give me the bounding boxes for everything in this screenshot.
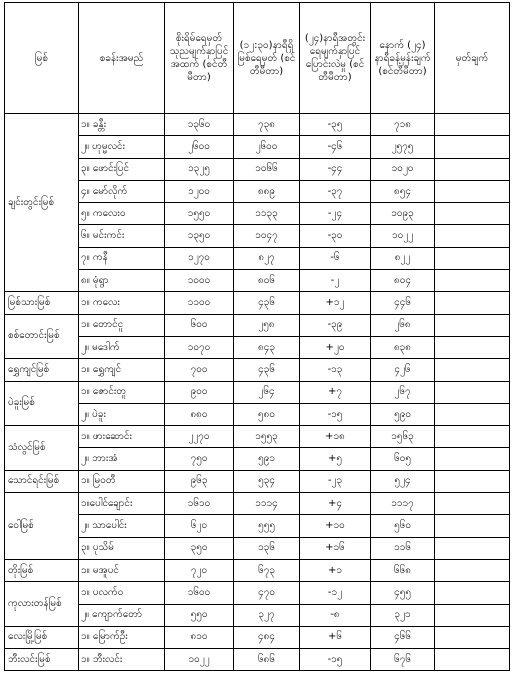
danger-level-cell: ၁၃၆၀ bbox=[165, 114, 234, 136]
station-cell: ၇။ ကနီ bbox=[79, 247, 165, 269]
header-row bbox=[5, 3, 510, 114]
danger-level-cell: ၁၀၀၀ bbox=[165, 270, 234, 292]
table-row bbox=[5, 582, 510, 604]
table-row bbox=[5, 426, 510, 448]
remarks-cell bbox=[435, 180, 510, 202]
header-station: စခန်းအမည် bbox=[79, 3, 165, 114]
station-cell: ၂။ သာပေါင်း bbox=[79, 515, 165, 537]
forecast-cell: ၆၆၈ bbox=[371, 559, 435, 581]
remarks-cell bbox=[435, 515, 510, 537]
danger-level-cell: ၂၂၇၀ bbox=[165, 426, 234, 448]
forecast-cell: ၁၀၉၃ bbox=[371, 203, 435, 225]
change-cell: -၄၄ bbox=[300, 158, 371, 180]
remarks-cell bbox=[435, 559, 510, 581]
remarks-cell bbox=[435, 582, 510, 604]
remarks-cell bbox=[435, 426, 510, 448]
forecast-cell: ၄၅၅ bbox=[371, 582, 435, 604]
table-body bbox=[5, 114, 510, 671]
danger-level-cell: ၉၀၀ bbox=[165, 381, 234, 403]
change-cell: -၁၂ bbox=[300, 582, 371, 604]
change-cell: +၁၆ bbox=[300, 537, 371, 559]
table-row bbox=[5, 381, 510, 403]
current-level-cell: ၄၃၆ bbox=[234, 359, 300, 381]
remarks-cell bbox=[435, 292, 510, 314]
current-level-cell: ၈၈၉ bbox=[234, 180, 300, 202]
river-name-cell: ချင်းတွင်းမြစ် bbox=[5, 114, 79, 292]
danger-level-cell: ၇၂၀ bbox=[165, 559, 234, 581]
current-level-cell: ၆၇၃ bbox=[234, 559, 300, 581]
table-row bbox=[5, 292, 510, 314]
forecast-cell: ၈၃၈ bbox=[371, 336, 435, 358]
danger-level-cell: ၂၆၀၀ bbox=[165, 136, 234, 158]
current-level-cell: ၁၀၆၆ bbox=[234, 158, 300, 180]
table-row bbox=[5, 270, 510, 292]
current-level-cell: ၂၆၄ bbox=[234, 381, 300, 403]
current-level-cell: ၈၂၇ bbox=[234, 247, 300, 269]
forecast-cell: ၁၁၁၇ bbox=[371, 493, 435, 515]
remarks-cell bbox=[435, 225, 510, 247]
remarks-cell bbox=[435, 470, 510, 492]
remarks-cell bbox=[435, 359, 510, 381]
table-row bbox=[5, 470, 510, 492]
river-level-table bbox=[4, 2, 510, 671]
table-row bbox=[5, 180, 510, 202]
forecast-cell: ၁၁၆ bbox=[371, 537, 435, 559]
change-cell: -၃၅ bbox=[300, 114, 371, 136]
danger-level-cell: ၃၅၀ bbox=[165, 537, 234, 559]
forecast-cell: ၈၂၂ bbox=[371, 247, 435, 269]
current-level-cell: ၃၂၇ bbox=[234, 604, 300, 626]
station-cell: ၂။ ဟုမ္မလင်း bbox=[79, 136, 165, 158]
table-row bbox=[5, 493, 510, 515]
header-remarks: မှတ်ချက် bbox=[435, 3, 510, 114]
forecast-cell: ၅၆၀ bbox=[371, 515, 435, 537]
current-level-cell: ၈၀၆ bbox=[234, 270, 300, 292]
change-cell: -၃၀ bbox=[300, 225, 371, 247]
station-cell: ၃။ ဖောင်းပြင် bbox=[79, 158, 165, 180]
station-cell: ၁။ ကလေး bbox=[79, 292, 165, 314]
change-cell: -၁၅ bbox=[300, 403, 371, 425]
remarks-cell bbox=[435, 203, 510, 225]
danger-level-cell: ၇၀၀ bbox=[165, 359, 234, 381]
station-cell: ၁။ ရွှေကျင် bbox=[79, 359, 165, 381]
current-level-cell: ၅၅၅ bbox=[234, 515, 300, 537]
current-level-cell: ၅၉၁ bbox=[234, 448, 300, 470]
forecast-cell: ၁၀၂၀ bbox=[371, 158, 435, 180]
change-cell: +၁ bbox=[300, 559, 371, 581]
change-cell: -၈ bbox=[300, 604, 371, 626]
current-level-cell: ၄၇၀ bbox=[234, 582, 300, 604]
change-cell: -၁၅ bbox=[300, 649, 371, 671]
forecast-cell: ၈၅၄ bbox=[371, 180, 435, 202]
header-change: (၂၄)နာရီအတွင်းရေမျက်နှာပြင် ပြောင်းလဲမှု (စင်တီမီတာ) bbox=[300, 3, 371, 114]
forecast-cell: ၃၂၁ bbox=[371, 604, 435, 626]
change-cell: +၇ bbox=[300, 381, 371, 403]
table-row bbox=[5, 403, 510, 425]
station-cell: ၁။ တောင်ငူ bbox=[79, 314, 165, 336]
table-row bbox=[5, 336, 510, 358]
river-name-cell: စစ်တောင်းမြစ် bbox=[5, 314, 79, 359]
river-name-cell: ဘီးလင်းမြစ် bbox=[5, 649, 79, 671]
forecast-cell: ၂၅၇၅ bbox=[371, 136, 435, 158]
forecast-cell: ၆၇၆ bbox=[371, 649, 435, 671]
forecast-cell: ၁၅၆၃ bbox=[371, 426, 435, 448]
table-row bbox=[5, 515, 510, 537]
current-level-cell: ၂၆၀၀ bbox=[234, 136, 300, 158]
remarks-cell bbox=[435, 448, 510, 470]
forecast-cell: ၈၀၄ bbox=[371, 270, 435, 292]
change-cell: -၆ bbox=[300, 247, 371, 269]
river-name-cell: သံလွင်မြစ် bbox=[5, 426, 79, 471]
table-row bbox=[5, 314, 510, 336]
forecast-cell: ၅၂၄ bbox=[371, 470, 435, 492]
header-river: မြစ် bbox=[5, 3, 79, 114]
river-name-cell: ကုလားတန်မြစ် bbox=[5, 582, 79, 627]
station-cell: ၁။ မြဝတီ bbox=[79, 470, 165, 492]
remarks-cell bbox=[435, 403, 510, 425]
table-row bbox=[5, 247, 510, 269]
current-level-cell: ၁၃၆ bbox=[234, 537, 300, 559]
forecast-cell: ၇၁၈ bbox=[371, 114, 435, 136]
change-cell: -၂၄ bbox=[300, 203, 371, 225]
danger-level-cell: ၁၀၇၀ bbox=[165, 336, 234, 358]
change-cell: -၄၆ bbox=[300, 136, 371, 158]
river-name-cell: ပဲခူးမြစ် bbox=[5, 381, 79, 426]
station-cell: ၁။ ခန္တီး bbox=[79, 114, 165, 136]
change-cell: -၂ bbox=[300, 270, 371, 292]
station-cell: ၁။ပေါင်ချောင်း bbox=[79, 493, 165, 515]
station-cell: ၃။ ပုသိမ် bbox=[79, 537, 165, 559]
danger-level-cell: ၅၅၀ bbox=[165, 604, 234, 626]
current-level-cell: ၄၈၄ bbox=[234, 626, 300, 648]
table-row bbox=[5, 604, 510, 626]
change-cell: +၄ bbox=[300, 493, 371, 515]
remarks-cell bbox=[435, 537, 510, 559]
station-cell: ၁။ ဘီးလင်း bbox=[79, 649, 165, 671]
river-name-cell: ရွှေကျင်မြစ် bbox=[5, 359, 79, 381]
forecast-cell: ၄၆၆ bbox=[371, 626, 435, 648]
table-row bbox=[5, 448, 510, 470]
station-cell: ၁။ ဇောင်းတူ bbox=[79, 381, 165, 403]
station-cell: ၂။ မဒေါက် bbox=[79, 336, 165, 358]
station-cell: ၂။ ပဲခူး bbox=[79, 403, 165, 425]
current-level-cell: ၂၅၈ bbox=[234, 314, 300, 336]
remarks-cell bbox=[435, 336, 510, 358]
change-cell: +၁၈ bbox=[300, 426, 371, 448]
danger-level-cell: ၆၂၀ bbox=[165, 515, 234, 537]
station-cell: ၁။ ဖားဆောင်း bbox=[79, 426, 165, 448]
remarks-cell bbox=[435, 114, 510, 136]
change-cell: +၆ bbox=[300, 626, 371, 648]
forecast-cell: ၄၄၆ bbox=[371, 292, 435, 314]
current-level-cell: ၄၃၆ bbox=[234, 292, 300, 314]
change-cell: +၅ bbox=[300, 448, 371, 470]
change-cell: -၃၇ bbox=[300, 180, 371, 202]
forecast-cell: ၄၂၆ bbox=[371, 359, 435, 381]
remarks-cell bbox=[435, 381, 510, 403]
current-level-cell: ၁၁၁၄ bbox=[234, 493, 300, 515]
remarks-cell bbox=[435, 649, 510, 671]
current-level-cell: ၇၃၈ bbox=[234, 114, 300, 136]
forecast-cell: ၅၉၀ bbox=[371, 403, 435, 425]
danger-level-cell: ၁၁၀၀ bbox=[165, 292, 234, 314]
table-row bbox=[5, 225, 510, 247]
remarks-cell bbox=[435, 136, 510, 158]
table-row bbox=[5, 114, 510, 136]
forecast-cell: ၆၀၅ bbox=[371, 448, 435, 470]
forecast-cell: ၂၆၈ bbox=[371, 314, 435, 336]
change-cell: +၂၀ bbox=[300, 336, 371, 358]
table-row bbox=[5, 136, 510, 158]
river-name-cell: မြစ်သားမြစ် bbox=[5, 292, 79, 314]
current-level-cell: ၆၈၆ bbox=[234, 649, 300, 671]
change-cell: -၁၃ bbox=[300, 359, 371, 381]
forecast-cell: ၂၆၇ bbox=[371, 381, 435, 403]
current-level-cell: ၈၄၃ bbox=[234, 336, 300, 358]
current-level-cell: ၅၃၄ bbox=[234, 470, 300, 492]
station-cell: ၁။ မအူပင် bbox=[79, 559, 165, 581]
danger-level-cell: ၁၅၅၀ bbox=[165, 203, 234, 225]
change-cell: +၁၂ bbox=[300, 292, 371, 314]
remarks-cell bbox=[435, 270, 510, 292]
table-row bbox=[5, 359, 510, 381]
table-row bbox=[5, 649, 510, 671]
danger-level-cell: ၁၃၅၀ bbox=[165, 225, 234, 247]
current-level-cell: ၁၅၅၃ bbox=[234, 426, 300, 448]
river-name-cell: လေးမြို့မြစ် bbox=[5, 626, 79, 648]
remarks-cell bbox=[435, 247, 510, 269]
current-level-cell: ၅၈၀ bbox=[234, 403, 300, 425]
river-name-cell: သောင်ရင်းမြစ် bbox=[5, 470, 79, 492]
table-row bbox=[5, 537, 510, 559]
remarks-cell bbox=[435, 493, 510, 515]
header-danger-level: စိုးရိမ်ရေမှတ် သုညမျက်နှာပြင်အထက် (စင်တီမီတာ) bbox=[165, 3, 234, 114]
table-row bbox=[5, 626, 510, 648]
current-level-cell: ၁၁၃၃ bbox=[234, 203, 300, 225]
station-cell: ၂။ ကျောက်တော် bbox=[79, 604, 165, 626]
forecast-cell: ၁၀၂၂ bbox=[371, 225, 435, 247]
change-cell: -၂၃ bbox=[300, 470, 371, 492]
station-cell: ၅။ ကလေးဝ bbox=[79, 203, 165, 225]
danger-level-cell: ၆၀၀ bbox=[165, 314, 234, 336]
station-cell: ၁။ ပလက်ဝ bbox=[79, 582, 165, 604]
station-cell: ၈။ မုံရွာ bbox=[79, 270, 165, 292]
station-cell: ၂။ ဘားအံ bbox=[79, 448, 165, 470]
river-name-cell: ဝေါမြစ် bbox=[5, 493, 79, 560]
header-forecast: နောက် (၂၄) နာရီခန့်မှန်းချက် (စင်တီမီတာ) bbox=[371, 3, 435, 114]
station-cell: ၁။ မြောက်ဦး bbox=[79, 626, 165, 648]
danger-level-cell: ၁၂၀၀ bbox=[165, 180, 234, 202]
remarks-cell bbox=[435, 314, 510, 336]
change-cell: -၃၉ bbox=[300, 314, 371, 336]
danger-level-cell: ၁၂၇၀ bbox=[165, 247, 234, 269]
danger-level-cell: ၁၀၂၂ bbox=[165, 649, 234, 671]
header-current-level: (၁၂:၃၀)နာရီရှိမြစ်ရေမှတ် (စင်တီမီတာ) bbox=[234, 3, 300, 114]
remarks-cell bbox=[435, 626, 510, 648]
danger-level-cell: ၉၆၃ bbox=[165, 470, 234, 492]
table-row bbox=[5, 203, 510, 225]
current-level-cell: ၁၀၄၇ bbox=[234, 225, 300, 247]
danger-level-cell: ၁၆၀၀ bbox=[165, 582, 234, 604]
remarks-cell bbox=[435, 158, 510, 180]
danger-level-cell: ၈၁၀ bbox=[165, 626, 234, 648]
table-row bbox=[5, 158, 510, 180]
document-page bbox=[4, 2, 510, 671]
danger-level-cell: ၁၆၁၀ bbox=[165, 493, 234, 515]
danger-level-cell: ၈၈၀ bbox=[165, 403, 234, 425]
table-row bbox=[5, 559, 510, 581]
danger-level-cell: ၁၃၂၅ bbox=[165, 158, 234, 180]
change-cell: +၁၀ bbox=[300, 515, 371, 537]
remarks-cell bbox=[435, 604, 510, 626]
danger-level-cell: ၇၅၀ bbox=[165, 448, 234, 470]
station-cell: ၄။ မော်လိုက် bbox=[79, 180, 165, 202]
river-name-cell: တိုးမြစ် bbox=[5, 559, 79, 581]
station-cell: ၆။ မင်းကင်း bbox=[79, 225, 165, 247]
